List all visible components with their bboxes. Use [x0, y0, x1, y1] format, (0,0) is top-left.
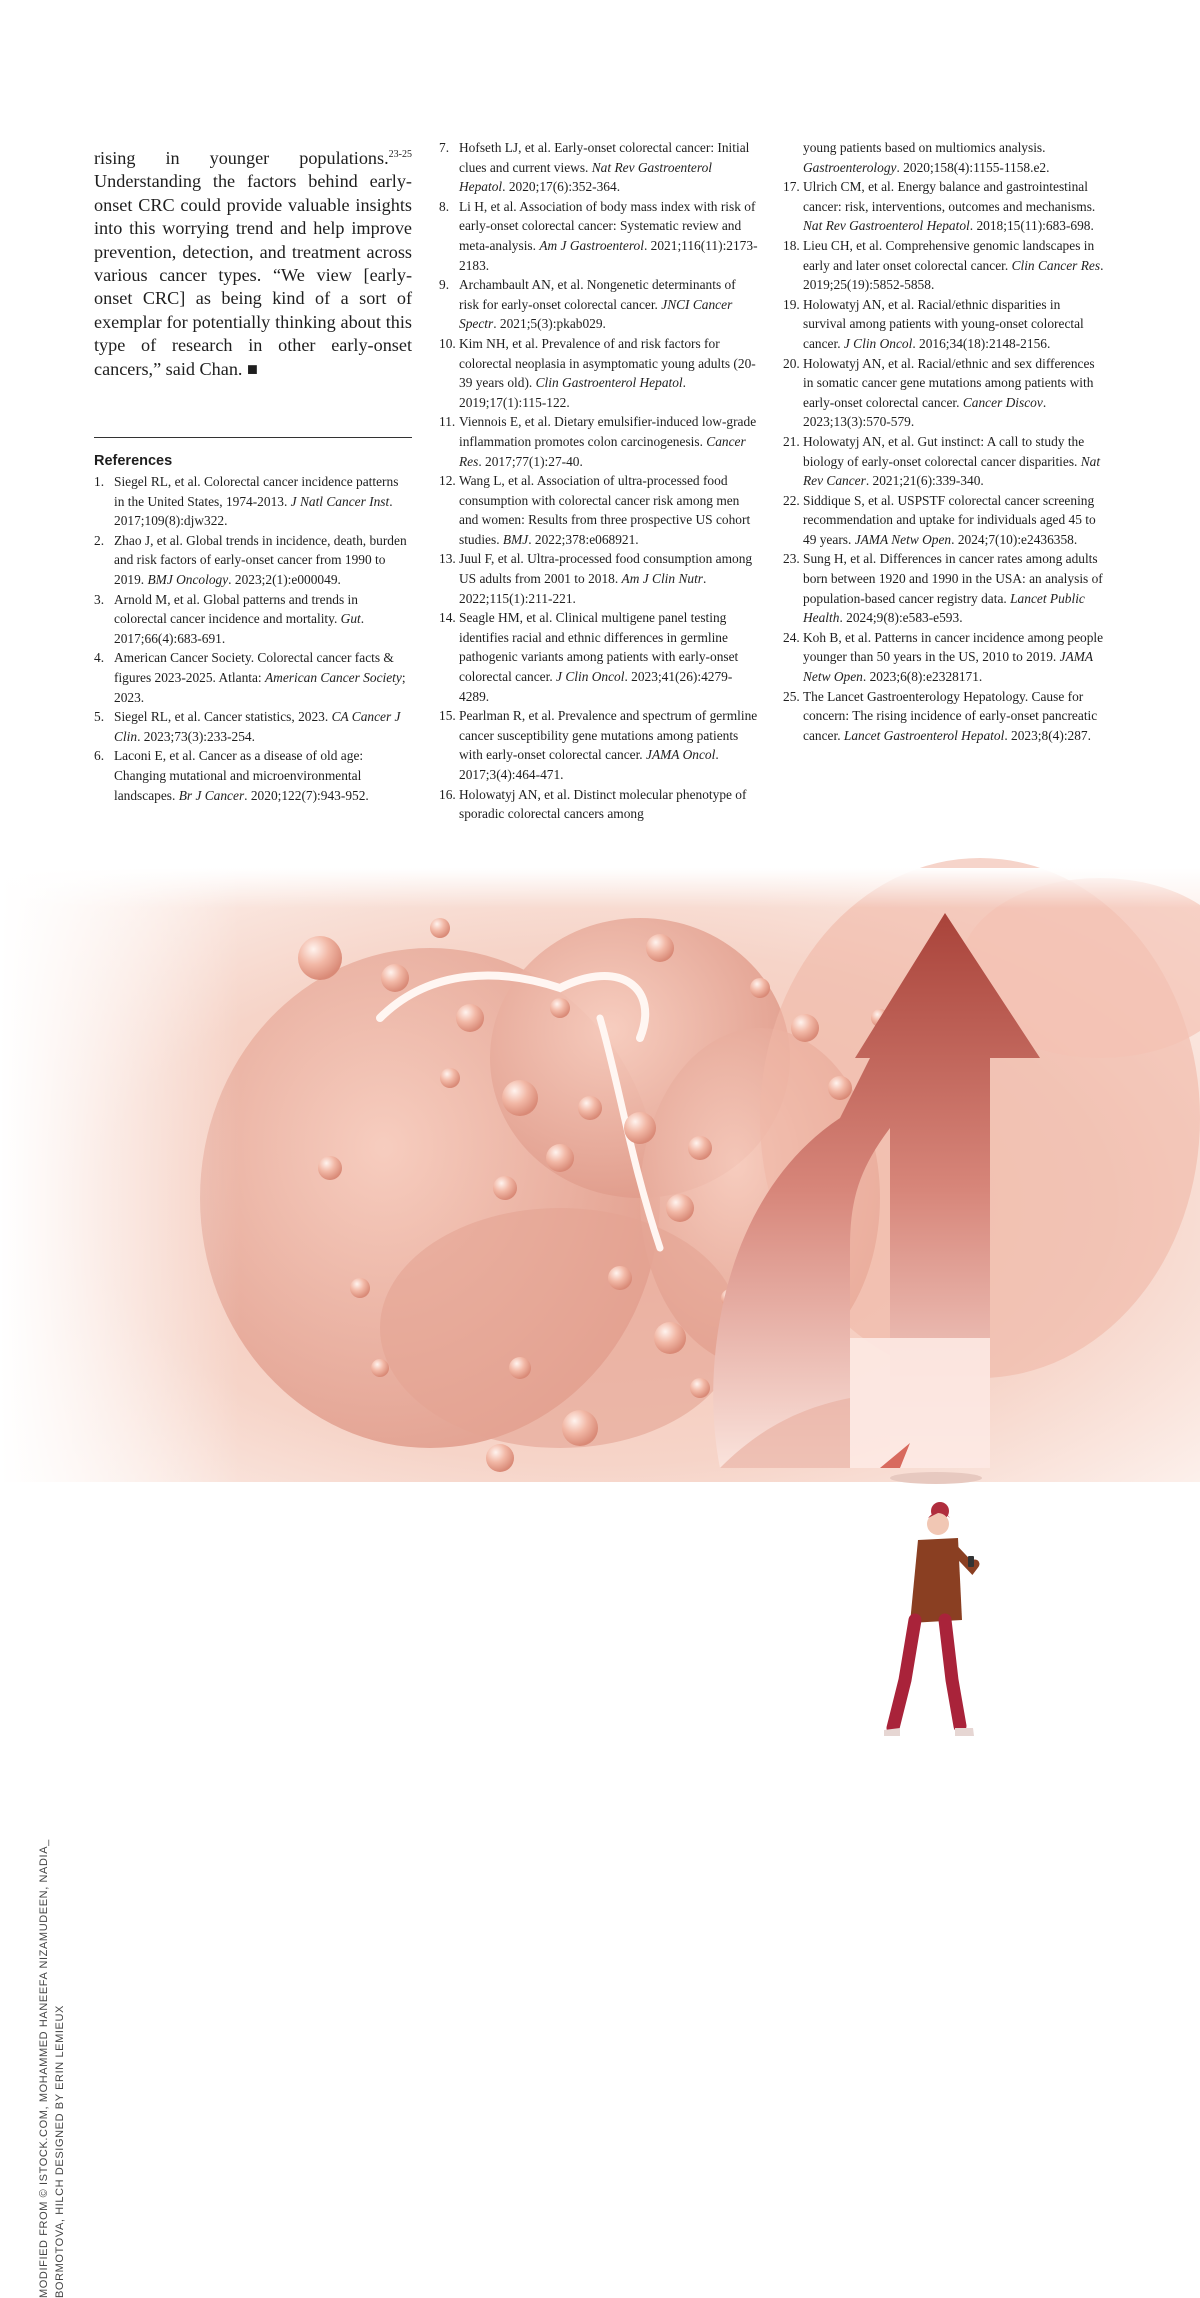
reference-details: . 2020;122(7):943-952. — [244, 787, 369, 803]
reference-item — [783, 549, 1105, 627]
reference-number: 13. — [439, 551, 456, 567]
reference-citation: Laconi E, et al. Cancer as a disease of old age: Changing mutational and microenvironmental landscapes. — [114, 748, 364, 803]
reference-number: 7. — [439, 140, 450, 155]
reference-text — [114, 590, 412, 649]
reference-item — [439, 549, 759, 608]
reference-text — [459, 138, 759, 197]
reference-text — [803, 687, 1105, 746]
reference-number: 5. — [94, 709, 105, 725]
reference-citation: Zhao J, et al. Global trends in incidence, death, burden and risk factors of early-onset cancer from 1990 to 2019. — [114, 532, 407, 587]
reference-item — [94, 707, 412, 746]
reference-number: 19. — [783, 296, 800, 312]
reference-list — [783, 138, 1105, 745]
reference-citation: Archambault AN, et al. Nongenetic determinants of risk for early-onset colorectal cancer. — [459, 277, 736, 312]
section-divider — [94, 437, 412, 438]
reference-list — [94, 472, 412, 805]
reference-text — [803, 354, 1105, 432]
reference-citation: Koh B, et al. Patterns in cancer incidence among people younger than 50 years in the US, 2010 to 2019. — [803, 629, 1104, 665]
reference-details: . 2017;109(8):djw322. — [114, 493, 393, 529]
reference-journal: Nat Rev Gastroenterol Hepatol — [459, 159, 712, 195]
reference-journal: Am J Gastroenterol — [539, 237, 644, 253]
reference-number: 22. — [783, 492, 800, 508]
reference-item — [783, 628, 1105, 687]
reference-citation: Kim NH, et al. Prevalence of and risk factors for colorectal neoplasia in asymptomatic young adults (20-39 years old). — [459, 335, 756, 391]
reference-journal: American Cancer Society — [265, 669, 402, 685]
reference-text — [459, 334, 759, 412]
reference-item — [439, 785, 759, 824]
reference-journal: JNCI Cancer Spectr — [459, 296, 733, 332]
reference-text — [459, 197, 759, 275]
reference-journal: Clin Gastroenterol Hepatol — [535, 375, 683, 391]
reference-journal: BMJ — [502, 531, 529, 547]
reference-number: 1. — [94, 474, 105, 489]
reference-details: . 2023;41(26):4279-4289. — [459, 669, 733, 704]
reference-details: . 2023;2(1):e000049. — [228, 571, 341, 587]
reference-journal: JAMA Netw Open — [854, 531, 952, 547]
reference-item — [783, 138, 1105, 177]
reference-journal: Gut — [340, 611, 361, 627]
reference-text — [459, 549, 759, 608]
reference-text — [114, 707, 412, 746]
reference-text — [803, 138, 1105, 177]
reference-item — [783, 491, 1105, 550]
reference-item — [439, 138, 759, 197]
reference-item — [94, 531, 412, 590]
body-text-rest: Understanding the factors behind early-onset CRC could provide valuable insights into this worrying trend and help improve prevention, detection, and treatment across various cancer types. “We view [early-onset CRC] as being kind of a sort of exemplar for potentially thinking about this type of research in other early-onset cancers,” said Chan. ■ — [94, 171, 412, 379]
credit-line-1: MODIFIED FROM © ISTOCK.COM, MOHAMMED HANEEFA NIZAMUDEEN, NADIA_ — [38, 1839, 50, 2298]
reference-journal: CA Cancer J Clin — [114, 709, 401, 744]
references-column-2 — [439, 138, 759, 824]
reference-item — [94, 648, 412, 707]
reference-item — [94, 590, 412, 649]
reference-item — [439, 197, 759, 275]
reference-journal: Am J Clin Nutr — [621, 571, 704, 587]
walking-person-figure — [884, 1472, 982, 1736]
reference-item — [439, 412, 759, 471]
reference-text — [459, 785, 759, 824]
reference-citation: Wang L, et al. Association of ultra-processed food consumption with colorectal cancer risk among men and women: Results from three prospective US cohort studies. — [459, 473, 751, 547]
reference-details: . 2022;378:e068921. — [528, 531, 639, 547]
reference-details: . 2023;6(8):e2328171. — [862, 669, 983, 685]
reference-citation: Hofseth LJ, et al. Early-onset colorectal cancer: Initial clues and current views. — [459, 140, 750, 175]
reference-citation: Sung H, et al. Differences in cancer rates among adults born between 1920 and 1990 in the USA: an analysis of population-based cancer registry data. — [803, 551, 1103, 606]
reference-citation: Holowatyj AN, et al. Distinct molecular phenotype of sporadic colorectal cancers among — [459, 786, 747, 822]
reference-journal: Clin Cancer Res — [1011, 257, 1101, 273]
references-column-3 — [783, 138, 1105, 745]
reference-details: ; 2023. — [114, 669, 406, 705]
reference-item — [94, 472, 412, 531]
reference-item — [439, 471, 759, 549]
reference-journal: J Clin Oncol — [556, 669, 625, 685]
reference-text — [803, 491, 1105, 550]
reference-text — [459, 275, 759, 334]
reference-journal: BMJ Oncology — [147, 571, 229, 587]
reference-item — [439, 275, 759, 334]
reference-journal: Lancet Public Health — [803, 590, 1085, 626]
reference-citation: Siegel RL, et al. Colorectal cancer incidence patterns in the United States, 1974-2013. — [114, 474, 399, 509]
reference-citation: Pearlman R, et al. Prevalence and spectrum of germline cancer susceptibility gene mutations among patients with early-onset colorectal cancer. — [459, 708, 758, 763]
reference-details: . 2020;158(4):1155-1158.e2. — [896, 159, 1050, 175]
reference-number: 3. — [94, 591, 105, 607]
reference-text — [114, 472, 412, 531]
reference-citation: Holowatyj AN, et al. Racial/ethnic disparities in survival among patients with young-onset colorectal cancer. — [803, 296, 1084, 351]
reference-number: 9. — [439, 277, 450, 293]
reference-item — [783, 354, 1105, 432]
reference-number: 15. — [439, 708, 456, 724]
reference-details: . 2024;9(8):e583-e593. — [839, 610, 963, 626]
reference-text — [803, 236, 1105, 295]
reference-number: 11. — [439, 414, 456, 430]
reference-text — [459, 412, 759, 471]
references-heading: References — [94, 453, 173, 469]
body-text-start: rising in younger populations. — [94, 148, 389, 168]
colon-polyp-illustration — [0, 868, 1200, 1482]
reference-details: . 2023;73(3):233-254. — [137, 728, 255, 744]
reference-citation: The Lancet Gastroenterology Hepatology. Cause for concern: The rising incidence of early-onset pancreatic cancer. — [803, 688, 1098, 743]
reference-details: . 2020;17(6):352-364. — [502, 179, 621, 195]
reference-details: . 2017;77(1):27-40. — [478, 453, 583, 469]
reference-text — [459, 471, 759, 549]
reference-details: . 2021;5(3):pkab029. — [493, 316, 606, 332]
reference-number: 10. — [439, 335, 456, 351]
reference-number: 6. — [94, 748, 105, 764]
reference-text — [459, 608, 759, 706]
reference-journal: Br J Cancer — [178, 787, 245, 803]
reference-journal: Gastroenterology — [803, 159, 897, 175]
reference-text — [459, 706, 759, 784]
credit-line-2: BORMOTOVA, HILCH DESIGNED BY ERIN LEMIEUX — [54, 2005, 66, 2298]
reference-item — [439, 706, 759, 784]
reference-number: 17. — [783, 179, 800, 195]
reference-details: . 2019;17(1):115-122. — [459, 375, 687, 410]
citation-superscript: 23-25 — [388, 148, 412, 160]
reference-text — [803, 549, 1105, 627]
reference-item — [439, 608, 759, 706]
reference-number: 24. — [783, 629, 800, 645]
reference-citation: Viennois E, et al. Dietary emulsifier-induced low-grade inflammation promotes colon carcinogenesis. — [459, 414, 757, 449]
reference-citation: American Cancer Society. Colorectal cancer facts & figures 2023-2025. Atlanta: — [114, 650, 394, 685]
reference-item — [783, 687, 1105, 746]
reference-journal: J Clin Oncol — [843, 335, 913, 351]
reference-details: . 2019;25(19):5852-5858. — [803, 257, 1104, 293]
reference-list — [439, 138, 759, 824]
reference-journal: Nat Rev Cancer — [803, 453, 1101, 489]
reference-citation: Li H, et al. Association of body mass index with risk of early-onset colorectal cancer: Systematic review and meta-analysis. — [459, 198, 756, 253]
reference-citation: Siddique S, et al. USPSTF colorectal cancer screening recommendation and uptake for individuals aged 45 to 49 years. — [803, 492, 1096, 547]
reference-text — [114, 648, 412, 707]
reference-number: 2. — [94, 532, 105, 548]
reference-details: . 2021;116(11):2173-2183. — [459, 237, 758, 273]
reference-details: . 2016;34(18):2148-2156. — [912, 335, 1051, 351]
reference-details: . 2022;115(1):211-221. — [459, 571, 707, 606]
reference-journal: Cancer Discov — [962, 394, 1043, 410]
reference-journal: J Natl Cancer Inst — [290, 493, 390, 509]
reference-journal: Nat Rev Gastroenterol Hepatol — [803, 218, 970, 234]
reference-text — [803, 432, 1105, 491]
reference-journal: Cancer Res — [459, 433, 746, 469]
reference-citation: Holowatyj AN, et al. Racial/ethnic and sex differences in somatic cancer gene mutations among patients with early-onset colorectal cancer. — [803, 355, 1095, 410]
reference-text — [803, 177, 1105, 236]
reference-item — [783, 295, 1105, 354]
reference-details: . 2023;8(4):287. — [1004, 727, 1091, 743]
reference-citation: Lieu CH, et al. Comprehensive genomic landscapes in early and later onset colorectal cancer. — [803, 237, 1095, 273]
reference-number: 12. — [439, 473, 456, 489]
reference-citation: Holowatyj AN, et al. Gut instinct: A call to study the biology of early-onset colorectal cancer disparities. — [803, 433, 1085, 469]
reference-details: . 2017;66(4):683-691. — [114, 611, 365, 646]
reference-number: 16. — [439, 786, 456, 802]
reference-journal: JAMA Netw Open — [803, 649, 1093, 685]
reference-citation: Seagle HM, et al. Clinical multigene panel testing identifies racial and ethnic differences in germline pathogenic variants among patients with early-onset colorectal cancer. — [459, 610, 739, 685]
reference-citation: Ulrich CM, et al. Energy balance and gastrointestinal cancer: risk, interventions, outcomes and mechanisms. — [803, 179, 1096, 214]
reference-journal: JAMA Oncol — [646, 747, 716, 763]
illustration — [0, 868, 1200, 2298]
reference-item — [783, 177, 1105, 236]
reference-number: 23. — [783, 551, 800, 567]
reference-journal: Lancet Gastroenterol Hepatol — [843, 727, 1005, 743]
reference-citation: Juul F, et al. Ultra-processed food consumption among US adults from 2001 to 2018. — [459, 551, 753, 587]
reference-number: 25. — [783, 688, 800, 704]
reference-text — [803, 295, 1105, 354]
reference-number: 21. — [783, 433, 800, 449]
reference-number: 4. — [94, 650, 105, 666]
reference-item — [783, 432, 1105, 491]
reference-details: . 2017;3(4):464-471. — [459, 747, 719, 782]
reference-details: . 2023;13(3):570-579. — [803, 394, 1047, 430]
reference-details: . 2018;15(11):683-698. — [969, 218, 1094, 234]
reference-number: 18. — [783, 237, 800, 253]
reference-text — [114, 531, 412, 590]
reference-text — [803, 628, 1105, 687]
reference-number: 8. — [439, 198, 450, 214]
reference-number: 14. — [439, 610, 456, 626]
references-column-1 — [94, 472, 412, 805]
reference-citation: Siegel RL, et al. Cancer statistics, 2023. — [114, 709, 332, 725]
article-body-text — [94, 147, 412, 381]
reference-text — [114, 746, 412, 805]
reference-item — [783, 236, 1105, 295]
reference-item — [94, 746, 412, 805]
reference-number: 20. — [783, 355, 800, 371]
reference-details: . 2024;7(10):e2436358. — [951, 531, 1078, 547]
reference-citation: young patients based on multiomics analysis. — [803, 140, 1046, 155]
reference-item — [439, 334, 759, 412]
reference-details: . 2021;21(6):339-340. — [865, 473, 984, 489]
reference-citation: Arnold M, et al. Global patterns and trends in colorectal cancer incidence and mortality. — [114, 591, 358, 627]
